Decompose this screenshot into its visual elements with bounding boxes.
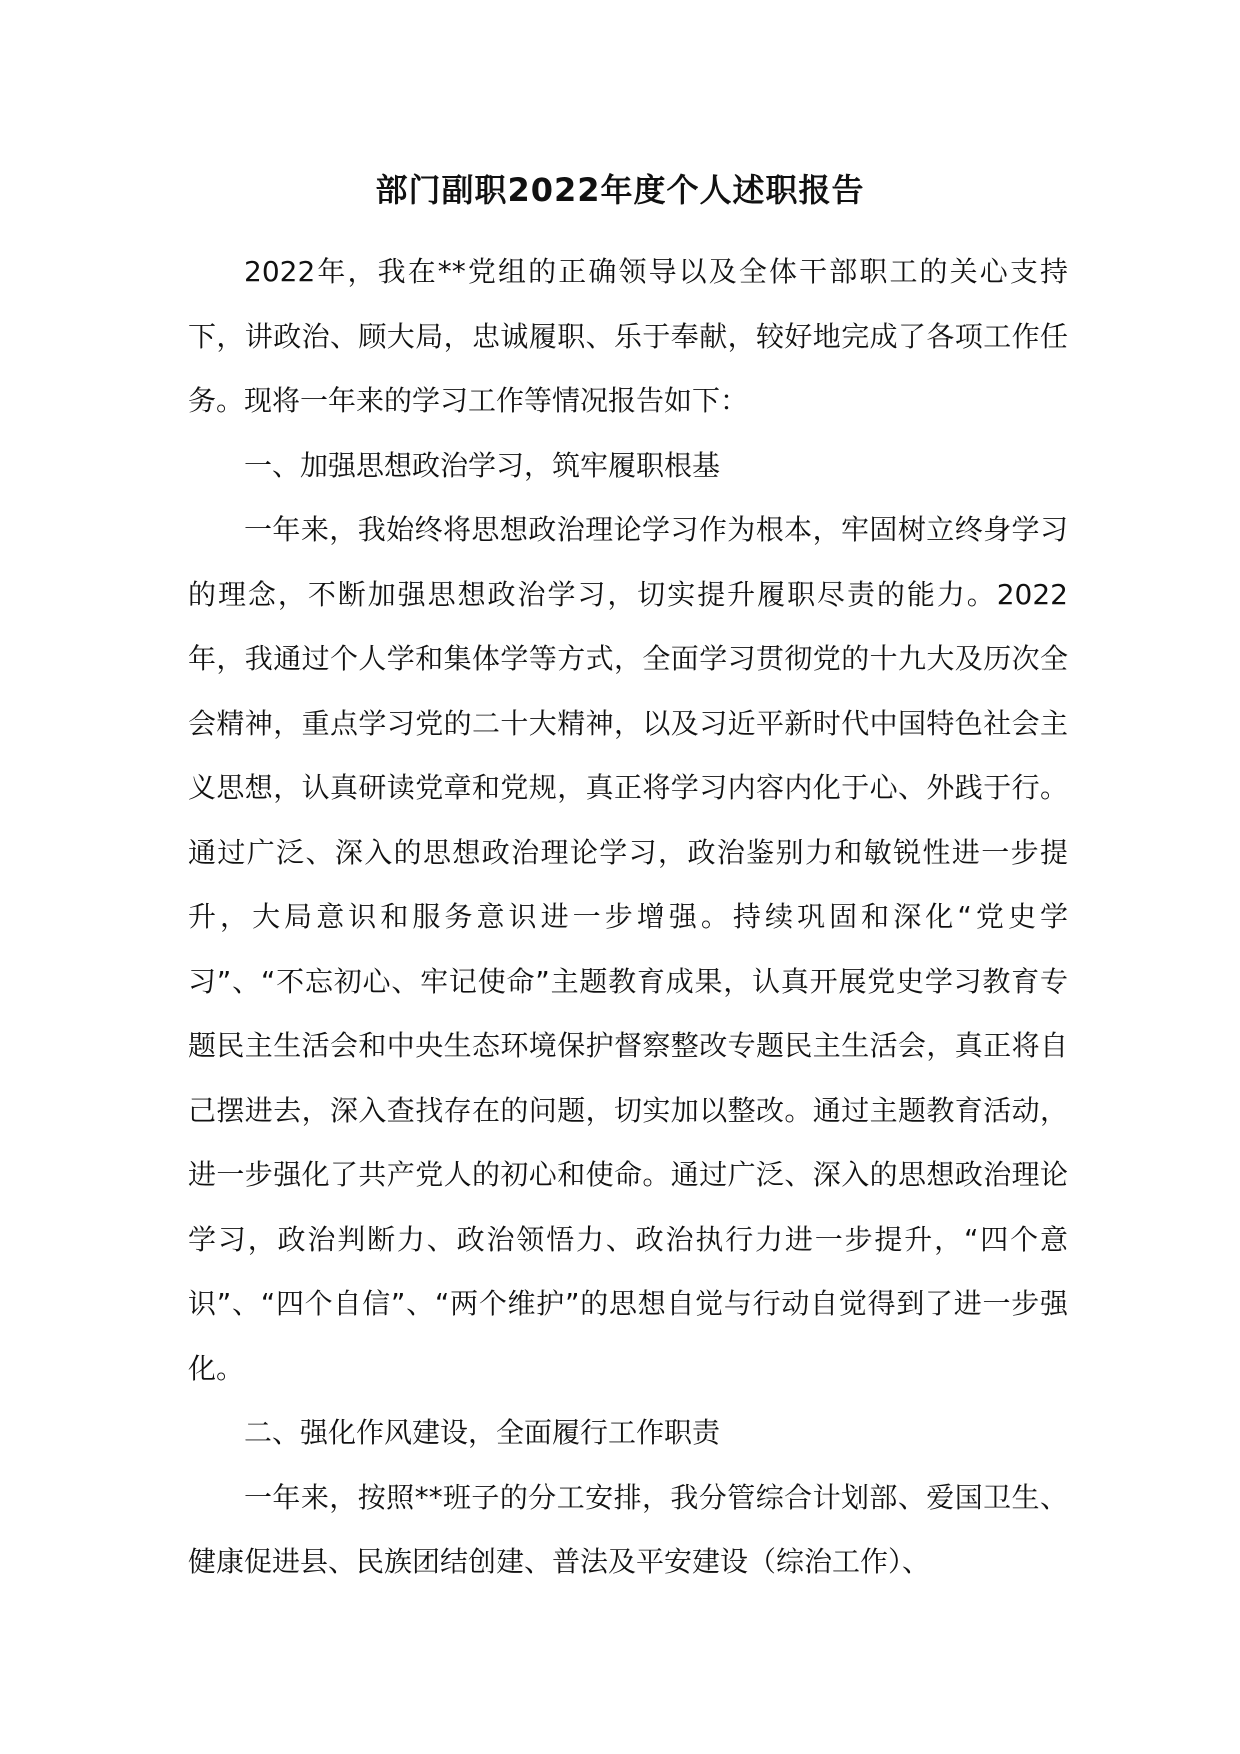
intro-paragraph: 2022年，我在**党组的正确领导以及全体干部职工的关心支持下，讲政治、顾大局，忠诚履职、乐于奉献，较好地完成了各项工作任务。现将一年来的学习工作等情况报告如下： [188, 255, 1068, 417]
section-2-paragraph: 一年来，按照**班子的分工安排，我分管综合计划部、爱国卫生、健康促进县、民族团结创建、普法及平安建设（综治工作）、 [188, 1480, 1068, 1578]
document-body [188, 240, 1068, 1595]
section-1-paragraph: 一年来，我始终将思想政治理论学习作为根本，牢固树立终身学习的理念，不断加强思想政治学习，切实提升履职尽责的能力。2022年，我通过个人学和集体学等方式，全面学习贯彻党的十九大及历次全会精神，重点学习党的二十大精神，以及习近平新时代中国特色社会主义思想，认真研读党章和党规，真正将学习内容内化于心、外践于行。通过广泛、深入的思想政治理论学习，政治鉴别力和敏锐性进一步提升，大局意识和服务意识进一步增强。持续巩固和深化“党史学习”、“不忘初心、牢记使命”主题教育成果，认真开展党史学习教育专题民主生活会和中央生态环境保护督察整改专题民主生活会，真正将自己摆进去，深入查找存在的问题，切实加以整改。通过主题教育活动，进一步强化了共产党人的初心和使命。通过广泛、深入的思想政治理论学习，政治判断力、政治领悟力、政治执行力进一步提升，“四个意识”、“四个自信”、“两个维护”的思想自觉与行动自觉得到了进一步强化。 [188, 513, 1068, 1385]
section-heading-2: 二、强化作风建设，全面履行工作职责 [244, 1416, 721, 1449]
section-heading-1: 一、加强思想政治学习，筑牢履职根基 [244, 448, 721, 482]
document-title: 部门副职2022年度个人述职报告 [375, 171, 865, 209]
